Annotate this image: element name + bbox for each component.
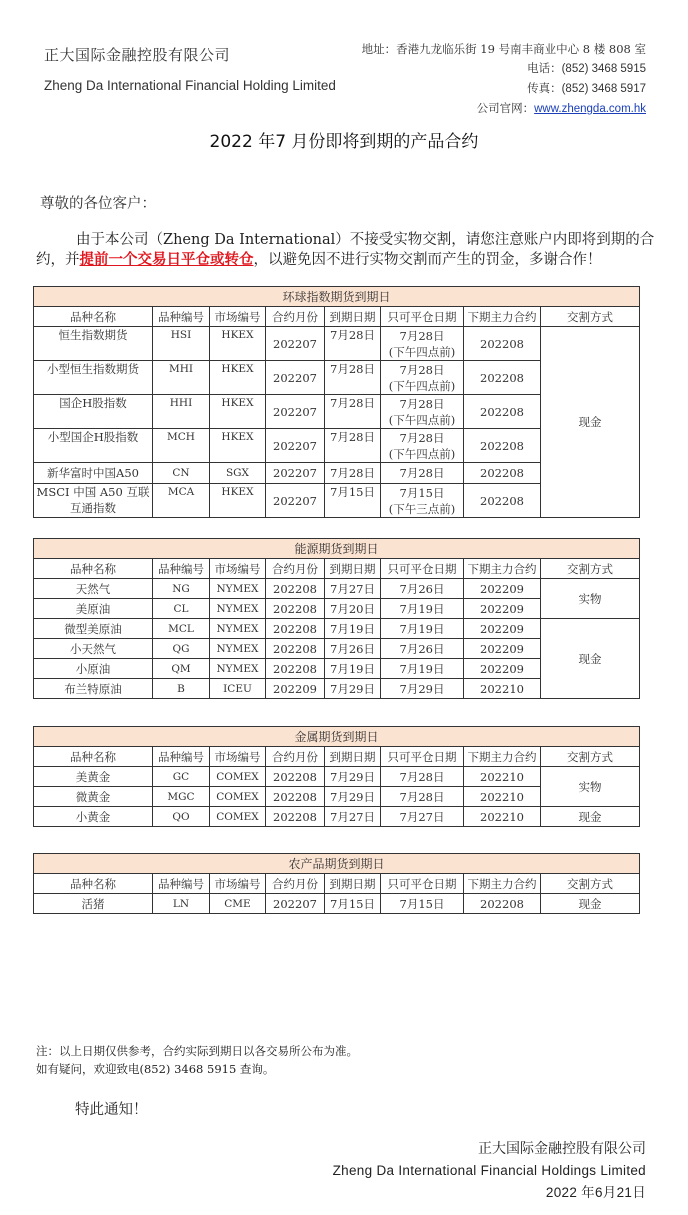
cell-next: 202210 (464, 807, 541, 827)
column-header: 市场编号 (210, 874, 266, 894)
cell-market: HKEX (210, 327, 266, 361)
column-header: 品种编号 (153, 307, 210, 327)
cell-next: 202210 (464, 679, 541, 699)
close-date: 7月26日 (399, 641, 445, 656)
table-row (34, 579, 640, 599)
cell-month: 202208 (266, 579, 325, 599)
cell-market: HKEX (210, 484, 266, 518)
cell-code: QG (153, 639, 210, 659)
column-header: 到期日期 (325, 559, 381, 579)
phone: (852) 3468 5915 (561, 63, 646, 75)
close-date: 7月28日 (399, 430, 445, 445)
cell-code: MHI (153, 361, 210, 395)
cell-month: 202208 (266, 767, 325, 787)
cell-next: 202210 (464, 787, 541, 807)
cell-close-date (381, 679, 464, 699)
table-row (34, 894, 640, 914)
address: 地址：香港九龙临乐街 19 号南丰商业中心 8 楼 808 室 (361, 42, 646, 56)
cell-next: 202209 (464, 579, 541, 599)
cell-month: 202209 (266, 679, 325, 699)
table-caption: 能源期货到期日 (34, 539, 640, 559)
cell-expiry: 7月27日 (325, 807, 381, 827)
cell-name: 天然气 (34, 579, 153, 599)
intro-paragraph (36, 231, 656, 270)
cell-name: 国企H股指数 (34, 395, 153, 429)
cell-name: 新华富时中国A50 (34, 463, 153, 484)
cell-code: MCA (153, 484, 210, 518)
close-date: 7月15日 (399, 485, 445, 500)
cell-name: 小原油 (34, 659, 153, 679)
cell-code: GC (153, 767, 210, 787)
cell-name: 微型美原油 (34, 619, 153, 639)
cell-next: 202209 (464, 599, 541, 619)
cell-close-date (381, 894, 464, 914)
cell-delivery: 实物 (541, 767, 640, 807)
website-link[interactable]: www.zhengda.com.hk (534, 103, 646, 115)
cell-code: HHI (153, 395, 210, 429)
cell-next: 202208 (464, 361, 541, 395)
intro-highlight: 提前一个交易日平仓或转仓 (79, 251, 254, 268)
column-header: 品种编号 (153, 874, 210, 894)
company-name-cn: 正大国际金融控股有限公司 (44, 46, 231, 64)
column-header: 合约月份 (266, 559, 325, 579)
column-header: 市场编号 (210, 747, 266, 767)
close-date: 7月19日 (399, 601, 445, 616)
intro-text-2: ，以避免因不进行实物交割而产生的罚金，多谢合作！ (253, 252, 602, 268)
note-line: 注：以上日期仅供参考，合约实际到期日以各交易所公布为准。 (36, 1044, 358, 1058)
cell-market: SGX (210, 463, 266, 484)
cell-close-date (381, 619, 464, 639)
cell-next: 202208 (464, 395, 541, 429)
cell-close-date (381, 639, 464, 659)
cell-code: HSI (153, 327, 210, 361)
cell-delivery: 现金 (541, 894, 640, 914)
column-header: 交割方式 (541, 307, 640, 327)
close-date: 7月28日 (399, 396, 445, 411)
column-header: 只可平仓日期 (381, 307, 464, 327)
page-title: 2022 年7 月份即将到期的产品合约 (209, 132, 479, 152)
cell-expiry: 7月28日 (325, 463, 381, 484)
cell-close-date (381, 395, 464, 429)
close-note: (下午四点前) (388, 412, 456, 427)
close-date: 7月15日 (399, 896, 445, 911)
cell-close-date (381, 327, 464, 361)
signature-company-en: Zheng Da International Financial Holdings Limited (332, 1163, 646, 1178)
contact-block (362, 40, 646, 119)
futures-table (33, 853, 640, 914)
table-header-row (34, 874, 640, 894)
cell-expiry: 7月26日 (325, 639, 381, 659)
table-header-row (34, 747, 640, 767)
cell-market: NYMEX (210, 659, 266, 679)
cell-next: 202209 (464, 659, 541, 679)
close-date: 7月19日 (399, 661, 445, 676)
column-header: 到期日期 (325, 747, 381, 767)
close-date: 7月29日 (399, 681, 445, 696)
cell-expiry: 7月28日 (325, 361, 381, 395)
cell-delivery: 现金 (541, 619, 640, 699)
cell-delivery: 现金 (541, 327, 640, 518)
column-header: 下期主力合约 (464, 559, 541, 579)
cell-code: QO (153, 807, 210, 827)
cell-code: MCL (153, 619, 210, 639)
cell-expiry: 7月29日 (325, 679, 381, 699)
cell-market: HKEX (210, 429, 266, 463)
cell-month: 202207 (266, 894, 325, 914)
close-date: 7月19日 (399, 621, 445, 636)
column-header: 品种名称 (34, 307, 153, 327)
cell-market: NYMEX (210, 579, 266, 599)
close-date: 7月28日 (399, 362, 445, 377)
cell-market: COMEX (210, 787, 266, 807)
cell-code: NG (153, 579, 210, 599)
cell-code: B (153, 679, 210, 699)
cell-code: QM (153, 659, 210, 679)
cell-expiry: 7月27日 (325, 579, 381, 599)
table-row (34, 767, 640, 787)
cell-close-date (381, 659, 464, 679)
cell-code: CN (153, 463, 210, 484)
cell-name: 布兰特原油 (34, 679, 153, 699)
cell-market: NYMEX (210, 639, 266, 659)
cell-market: COMEX (210, 807, 266, 827)
cell-next: 202208 (464, 327, 541, 361)
table-caption: 金属期货到期日 (34, 727, 640, 747)
signature-company-cn: 正大国际金融控股有限公司 (478, 1141, 646, 1157)
cell-expiry: 7月28日 (325, 395, 381, 429)
signature (333, 1138, 646, 1204)
column-header: 只可平仓日期 (381, 874, 464, 894)
cell-close-date (381, 579, 464, 599)
cell-expiry: 7月15日 (325, 894, 381, 914)
cell-name: 美原油 (34, 599, 153, 619)
cell-name: 美黄金 (34, 767, 153, 787)
cell-month: 202208 (266, 599, 325, 619)
column-header: 下期主力合约 (464, 874, 541, 894)
column-header: 到期日期 (325, 307, 381, 327)
cell-close-date (381, 463, 464, 484)
cell-expiry: 7月29日 (325, 767, 381, 787)
signature-date: 2022 年6月21日 (545, 1185, 646, 1200)
futures-table (33, 538, 640, 699)
cell-expiry: 7月29日 (325, 787, 381, 807)
column-header: 品种名称 (34, 747, 153, 767)
cell-next: 202209 (464, 619, 541, 639)
futures-table (33, 286, 640, 518)
table-caption: 环球指数期货到期日 (34, 287, 640, 307)
cell-close-date (381, 484, 464, 518)
cell-next: 202209 (464, 639, 541, 659)
cell-month: 202208 (266, 659, 325, 679)
cell-expiry: 7月20日 (325, 599, 381, 619)
futures-table (33, 726, 640, 827)
cell-expiry: 7月15日 (325, 484, 381, 518)
column-header: 只可平仓日期 (381, 559, 464, 579)
close-date: 7月28日 (399, 789, 445, 804)
cell-code: MGC (153, 787, 210, 807)
cell-month: 202207 (266, 395, 325, 429)
cell-month: 202207 (266, 429, 325, 463)
cell-month: 202207 (266, 484, 325, 518)
close-date: 7月28日 (399, 328, 445, 343)
note-line: 如有疑问，欢迎致电(852) 3468 5915 查询。 (36, 1062, 275, 1076)
column-header: 只可平仓日期 (381, 747, 464, 767)
phone-label: 电话： (527, 61, 562, 75)
fax-label: 传真： (527, 81, 562, 95)
cell-market: HKEX (210, 361, 266, 395)
column-header: 品种编号 (153, 559, 210, 579)
table-header-row (34, 307, 640, 327)
column-header: 合约月份 (266, 747, 325, 767)
column-header: 市场编号 (210, 307, 266, 327)
column-header: 交割方式 (541, 559, 640, 579)
cell-next: 202208 (464, 484, 541, 518)
cell-delivery: 现金 (541, 807, 640, 827)
cell-market: ICEU (210, 679, 266, 699)
table-row (34, 327, 640, 361)
column-header: 市场编号 (210, 559, 266, 579)
cell-name: 微黄金 (34, 787, 153, 807)
column-header: 交割方式 (541, 747, 640, 767)
cell-close-date (381, 599, 464, 619)
phone-line (362, 59, 646, 79)
cell-market: COMEX (210, 767, 266, 787)
column-header: 合约月份 (266, 307, 325, 327)
fax: (852) 3468 5917 (561, 83, 646, 95)
table-header-row (34, 559, 640, 579)
cell-next: 202208 (464, 894, 541, 914)
cell-month: 202207 (266, 327, 325, 361)
cell-market: NYMEX (210, 619, 266, 639)
cell-expiry: 7月19日 (325, 619, 381, 639)
cell-name: MSCI 中国 A50 互联互通指数 (34, 484, 153, 518)
cell-code: MCH (153, 429, 210, 463)
close-note: (下午三点前) (388, 501, 456, 516)
column-header: 品种名称 (34, 559, 153, 579)
cell-month: 202208 (266, 787, 325, 807)
cell-close-date (381, 787, 464, 807)
cell-name: 小型国企H股指数 (34, 429, 153, 463)
cell-market: CME (210, 894, 266, 914)
cell-name: 恒生指数期货 (34, 327, 153, 361)
column-header: 交割方式 (541, 874, 640, 894)
cell-close-date (381, 429, 464, 463)
cell-month: 202208 (266, 807, 325, 827)
cell-expiry: 7月19日 (325, 659, 381, 679)
column-header: 下期主力合约 (464, 747, 541, 767)
close-date: 7月27日 (399, 809, 445, 824)
close-date: 7月28日 (399, 769, 445, 784)
cell-code: LN (153, 894, 210, 914)
cell-expiry: 7月28日 (325, 327, 381, 361)
column-header: 合约月份 (266, 874, 325, 894)
cell-name: 小天然气 (34, 639, 153, 659)
cell-name: 小黄金 (34, 807, 153, 827)
notice: 特此通知！ (75, 1102, 148, 1118)
company-name-en: Zheng Da International Financial Holding Limited (44, 78, 336, 93)
cell-market: NYMEX (210, 599, 266, 619)
close-date: 7月28日 (399, 466, 445, 480)
cell-name: 活猪 (34, 894, 153, 914)
intro-text-1: 由于本公司（Zheng Da International）不接受实物交割，请您注意账户内即将到期的合约，并 (36, 232, 655, 268)
cell-close-date (381, 361, 464, 395)
cell-close-date (381, 807, 464, 827)
table-row (34, 807, 640, 827)
cell-next: 202208 (464, 429, 541, 463)
table-row (34, 619, 640, 639)
cell-delivery: 实物 (541, 579, 640, 619)
cell-expiry: 7月28日 (325, 429, 381, 463)
greeting: 尊敬的各位客户： (40, 196, 156, 212)
cell-market: HKEX (210, 395, 266, 429)
column-header: 到期日期 (325, 874, 381, 894)
close-note: (下午四点前) (388, 344, 456, 359)
close-note: (下午四点前) (388, 378, 456, 393)
close-note: (下午四点前) (388, 446, 456, 461)
column-header: 品种编号 (153, 747, 210, 767)
cell-next: 202208 (464, 463, 541, 484)
table-caption: 农产品期货到期日 (34, 854, 640, 874)
website-label: 公司官网： (476, 101, 535, 115)
cell-code: CL (153, 599, 210, 619)
cell-month: 202207 (266, 361, 325, 395)
cell-close-date (381, 767, 464, 787)
cell-month: 202208 (266, 639, 325, 659)
column-header: 下期主力合约 (464, 307, 541, 327)
close-date: 7月26日 (399, 581, 445, 596)
cell-month: 202207 (266, 463, 325, 484)
fax-line (362, 79, 646, 99)
notes (36, 1042, 358, 1078)
website-line (362, 99, 646, 119)
column-header: 品种名称 (34, 874, 153, 894)
cell-next: 202210 (464, 767, 541, 787)
cell-month: 202208 (266, 619, 325, 639)
cell-name: 小型恒生指数期货 (34, 361, 153, 395)
